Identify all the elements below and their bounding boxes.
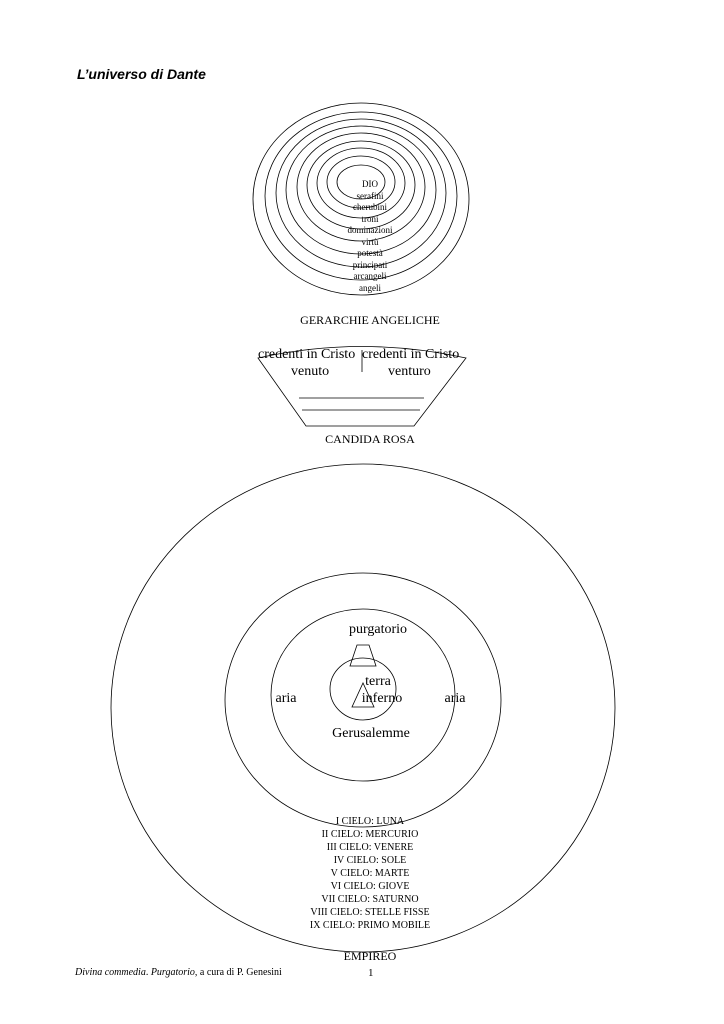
heaven-6: VI CIELO: GIOVE	[330, 881, 410, 892]
page-number: 1	[368, 967, 374, 979]
label-dio: DIO	[362, 179, 378, 189]
footer-credit-text: , a cura di P. Genesini	[194, 967, 282, 978]
label-inferno: inferno	[361, 691, 403, 706]
heaven-2: II CIELO: MERCURIO	[321, 829, 419, 840]
heaven-3: III CIELO: VENERE	[326, 842, 414, 853]
heaven-9: IX CIELO: PRIMO MOBILE	[309, 920, 431, 931]
rose-right-line1: credenti in Cristo	[362, 347, 460, 362]
label-dominazioni: dominazioni	[347, 225, 393, 235]
candida-rosa-caption: CANDIDA ROSA	[325, 432, 415, 446]
heaven-1: I CIELO: LUNA	[335, 816, 405, 827]
label-troni: troni	[361, 214, 379, 224]
heaven-5: V CIELO: MARTE	[330, 868, 410, 879]
label-potesta: potestà	[357, 248, 383, 258]
footer-part: Purgatorio	[150, 967, 195, 978]
label-serafini: serafini	[356, 191, 384, 201]
label-purgatorio: purgatorio	[348, 622, 408, 637]
label-aria-left: aria	[275, 691, 297, 706]
footer-credit: Divina commedia. Purgatorio, a cura di P. Genesini	[75, 967, 282, 978]
label-virtu: virtù	[361, 237, 379, 247]
label-gerusalemme: Gerusalemme	[332, 726, 410, 741]
heaven-4: IV CIELO: SOLE	[333, 855, 407, 866]
label-cherubini: cherubini	[353, 202, 387, 212]
label-principati: principati	[352, 260, 388, 270]
label-arcangeli: arcangeli	[353, 271, 387, 281]
rose-left-line2: venuto	[291, 364, 330, 379]
label-terra: terra	[365, 674, 391, 689]
rose-left-line1: credenti in Cristo	[258, 347, 356, 362]
purgatory-mountain	[350, 645, 376, 666]
footer-work: Divina commedia	[75, 967, 146, 978]
page-title: L’universo di Dante	[77, 66, 206, 82]
label-aria-right: aria	[444, 691, 466, 706]
label-empireo: EMPIREO	[343, 949, 397, 963]
heaven-8: VIII CIELO: STELLE FISSE	[310, 907, 430, 918]
rose-right-line2: venturo	[388, 364, 431, 379]
earth-globe	[330, 658, 396, 720]
label-angeli: angeli	[359, 283, 381, 293]
gerarchie-caption: GERARCHIE ANGELICHE	[300, 313, 440, 327]
heaven-7: VII CIELO: SATURNO	[321, 894, 419, 905]
